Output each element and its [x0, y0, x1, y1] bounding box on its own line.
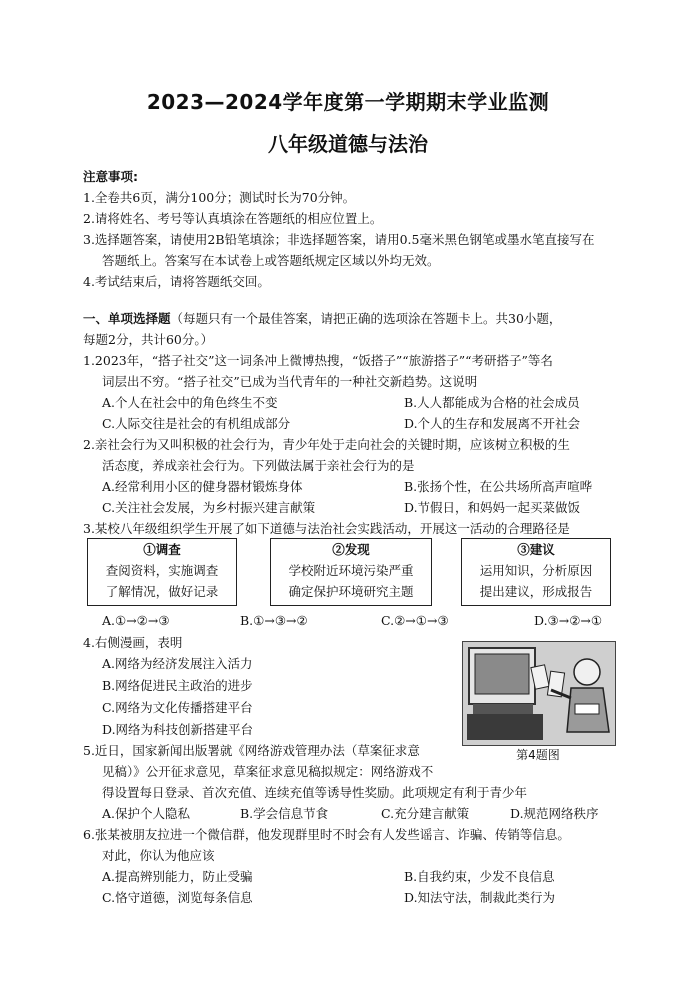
option-d[interactable]: D.规范网络秩序 — [510, 806, 599, 821]
step-text: 学校附近环境污染严重 — [288, 563, 414, 578]
section-header — [83, 308, 623, 350]
step-text: 运用知识，分析原因 — [479, 563, 593, 578]
option-a[interactable]: A.网络为经济发展注入活力 — [102, 656, 253, 671]
step-text: 提出建议，形成报告 — [479, 584, 593, 599]
option-b[interactable]: B.①→③→② — [240, 613, 308, 628]
step-box-suggest — [461, 538, 611, 606]
option-c[interactable]: C.网络为文化传播搭建平台 — [102, 700, 253, 715]
question-stem: 见稿）》公开征求意见，草案征求意见稿拟规定：网络游戏不 — [102, 764, 434, 779]
question-stem: 活态度，养成亲社会行为。下列做法属于亲社会行为的是 — [102, 458, 415, 473]
option-d[interactable]: D.③→②→① — [534, 613, 603, 628]
option-b[interactable]: B.人人都能成为合格的社会成员 — [404, 395, 580, 410]
option-b[interactable]: B.网络促进民主政治的进步 — [102, 678, 253, 693]
question-stem: 2.亲社会行为又叫积极的社会行为，青少年处于走向社会的关键时期，应该树立积极的生 — [83, 437, 570, 452]
question-stem: 6.张某被朋友拉进一个微信群，他发现群里时不时会有人发些谣言、诈骗、传销等信息。 — [83, 827, 570, 842]
option-a[interactable]: A.个人在社会中的角色终生不变 — [102, 395, 278, 410]
step-text: 查阅资料，实施调查 — [105, 563, 219, 578]
question-6 — [83, 824, 613, 866]
section-desc: （每题只有一个最佳答案，请把正确的选项涂在答题卡上。共30小题， — [170, 311, 562, 326]
cartoon-image — [462, 641, 616, 746]
notes-item: 答题纸上。答案写在本试卷上或答题纸规定区域以外均无效。 — [102, 253, 440, 268]
option-c[interactable]: C.②→①→③ — [381, 613, 449, 628]
option-d[interactable]: D.知法守法，制裁此类行为 — [404, 890, 556, 905]
question-stem: 对此，你认为他应该 — [102, 848, 215, 863]
question-5 — [83, 740, 613, 803]
step-title: ②发现 — [332, 542, 370, 557]
notes-item: 4.考试结束后，请将答题纸交回。 — [83, 274, 270, 289]
step-text: 了解情况，做好记录 — [105, 584, 219, 599]
figure-caption: 第4题图 — [516, 748, 560, 762]
option-d[interactable]: D.网络为科技创新搭建平台 — [102, 722, 254, 737]
notes-heading: 注意事项: — [83, 169, 138, 184]
question-stem: 得设置每日登录、首次充值、连续充值等诱导性奖励。此项规定有利于青少年 — [102, 785, 528, 800]
step-title: ③建议 — [517, 542, 555, 557]
section-desc: 每题2分，共计60分。） — [83, 332, 214, 347]
option-c[interactable]: C.恪守道德，浏览每条信息 — [102, 890, 253, 905]
step-box-survey — [87, 538, 237, 606]
option-a[interactable]: A.经常利用小区的健身器材锻炼身体 — [102, 479, 303, 494]
option-c[interactable]: C.人际交往是社会的有机组成部分 — [102, 416, 291, 431]
option-c[interactable]: C.关注社会发展，为乡村振兴建言献策 — [102, 500, 316, 515]
notes-item: 2.请将姓名、考号等认真填涂在答题纸的相应位置上。 — [83, 211, 383, 226]
notes-item: 1.全卷共6页，满分100分；测试时长为70分钟。 — [83, 190, 356, 205]
cartoon-illustration — [463, 642, 615, 745]
option-a[interactable]: A.保护个人隐私 — [102, 806, 191, 821]
exam-subject: 八年级道德与法治 — [268, 132, 428, 156]
step-text: 确定保护环境研究主题 — [288, 584, 414, 599]
option-b[interactable]: B.张扬个性，在公共场所高声喧哗 — [404, 479, 593, 494]
question-stem: 3.某校八年级组织学生开展了如下道德与法治社会实践活动，开展这一活动的合理路径是 — [83, 521, 570, 536]
option-a[interactable]: A.提高辨别能力，防止受骗 — [102, 869, 253, 884]
section-heading: 一、单项选择题 — [83, 311, 171, 326]
option-d[interactable]: D.个人的生存和发展离不开社会 — [404, 416, 581, 431]
notes-block — [83, 166, 623, 292]
step-title: ①调查 — [143, 542, 181, 557]
question-2 — [83, 434, 613, 476]
question-stem: 1.2023年，“搭子社交”这一词条冲上微博热搜，“饭搭子”“旅游搭子”“考研搭子”等名 — [83, 353, 553, 368]
question-4 — [83, 632, 443, 653]
exam-title: 2023—2024学年度第一学期期末学业监测 — [146, 90, 550, 114]
option-c[interactable]: C.充分建言献策 — [381, 806, 470, 821]
notes-item: 3.选择题答案，请使用2B铅笔填涂；非选择题答案，请用0.5毫米黑色钢笔或墨水笔直接写在 — [83, 232, 595, 247]
option-b[interactable]: B.学会信息节食 — [240, 806, 329, 821]
question-stem: 4.右侧漫画，表明 — [83, 635, 183, 650]
step-box-discover — [270, 538, 432, 606]
question-stem: 5.近日，国家新闻出版署就《网络游戏管理办法（草案征求意 — [83, 743, 420, 758]
question-stem: 词层出不穷。“搭子社交”已成为当代青年的一种社交新趋势。这说明 — [102, 374, 478, 389]
option-a[interactable]: A.①→②→③ — [102, 613, 170, 628]
question-1 — [83, 350, 613, 392]
option-b[interactable]: B.自我约束，少发不良信息 — [404, 869, 555, 884]
question-3 — [83, 518, 623, 539]
option-d[interactable]: D.节假日，和妈妈一起买菜做饭 — [404, 500, 581, 515]
